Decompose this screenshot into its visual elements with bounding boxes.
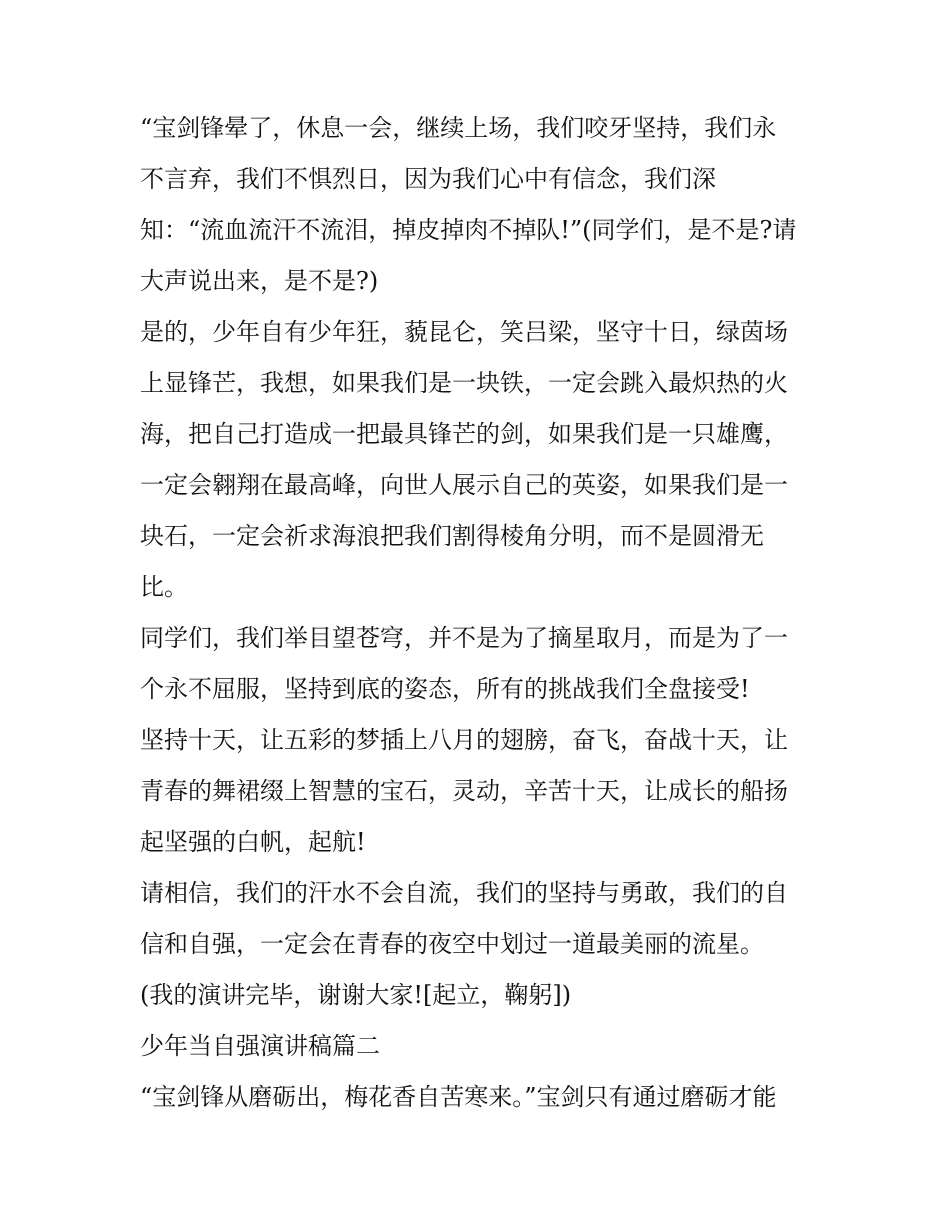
text-line: “宝剑锋从磨砺出，梅花香自苦寒来。”宝剑只有通过磨砺才能 — [140, 1083, 777, 1111]
text-line: 块石，一定会祈求海浪把我们割得棱角分明，而不是圆滑无 — [140, 522, 764, 550]
text-line: 是的，少年自有少年狂，藐昆仑，笑吕梁，坚守十日，绿茵场 — [140, 318, 788, 346]
text-line: (我的演讲完毕，谢谢大家![起立，鞠躬]) — [140, 981, 572, 1009]
text-line: 请相信，我们的汗水不会自流，我们的坚持与勇敢，我们的自 — [140, 879, 788, 907]
text-line: 个永不屈服，坚持到底的姿态，所有的挑战我们全盘接受! — [140, 675, 750, 703]
text-line: 起坚强的白帆，起航! — [140, 828, 366, 856]
section-heading: 少年当自强演讲稿篇二 — [140, 1032, 380, 1060]
text-line: 知：“流血流汗不流泪，掉皮掉肉不掉队!”(同学们，是不是?请 — [140, 216, 797, 244]
text-line: 信和自强，一定会在青春的夜空中划过一道最美丽的流星。 — [140, 930, 764, 958]
text-line: 青春的舞裙缀上智慧的宝石，灵动，辛苦十天，让成长的船扬 — [140, 777, 788, 805]
text-line: 上显锋芒，我想，如果我们是一块铁，一定会跳入最炽热的火 — [140, 369, 788, 397]
text-line: 一定会翱翔在最高峰，向世人展示自己的英姿，如果我们是一 — [140, 471, 788, 499]
text-line: 海，把自己打造成一把最具锋芒的剑，如果我们是一只雄鹰， — [140, 420, 788, 448]
text-line: “宝剑锋晕了，休息一会，继续上场，我们咬牙坚持，我们永 — [140, 114, 777, 142]
text-line: 同学们，我们举目望苍穹，并不是为了摘星取月，而是为了一 — [140, 624, 788, 652]
text-line: 不言弃，我们不惧烈日，因为我们心中有信念，我们深 — [140, 165, 716, 193]
text-line: 坚持十天，让五彩的梦插上八月的翅膀，奋飞，奋战十天，让 — [140, 726, 788, 754]
text-line: 比。 — [140, 573, 188, 601]
text-line: 大声说出来，是不是?) — [140, 267, 379, 295]
